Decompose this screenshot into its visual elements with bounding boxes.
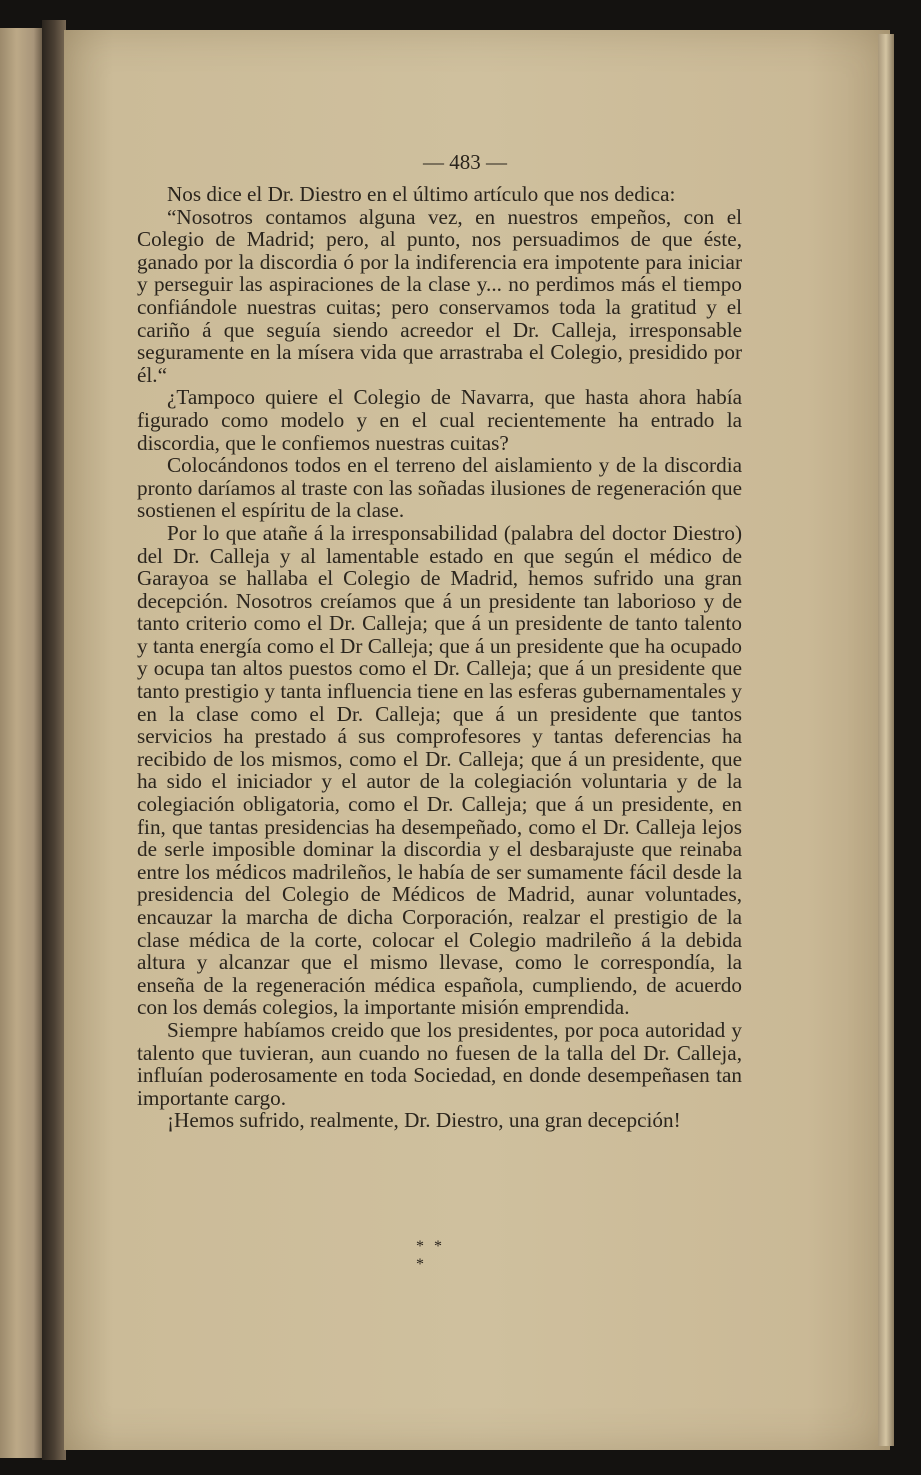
paragraph: Colocándonos todos en el terreno del aislamiento y de la discordia pronto daríamos al traste con las soñadas ilusiones de regeneración que sostienen el espíritu de la clase. bbox=[137, 453, 742, 523]
section-break-asterism bbox=[410, 1234, 460, 1274]
paragraph: ¿Tampoco quiere el Colegio de Navarra, que hasta ahora había figurado como modelo y en el cual recientemente ha entrado la discordia, que le confiemos nuestras cuitas? bbox=[137, 385, 742, 455]
page-text bbox=[137, 183, 742, 1132]
page-number: — 483 — bbox=[423, 150, 507, 174]
section-mark: * * * bbox=[416, 1238, 445, 1273]
paragraph: “Nosotros contamos alguna vez, en nuestros empeños, con el Colegio de Madrid; pero, al punto, nos persuadimos de que éste, ganado por la discordia ó por la indiferencia era impotente para iniciar y perseguir las aspiraciones de la clase y... no perdimos más el tiempo confiándole nuestras cuitas; pero conservamos toda la gratitud y el cariño á que seguía siendo acreedor el Dr. Calleja, irresponsable seguramente en la mísera vida que arrastraba el Colegio, presidido por él.“ bbox=[137, 204, 742, 387]
paragraph: Nos dice el Dr. Diestro en el último artículo que nos dedica: bbox=[167, 182, 676, 206]
paragraph: ¡Hemos sufrido, realmente, Dr. Diestro, una gran decepción! bbox=[167, 1108, 681, 1133]
book-gutter bbox=[42, 20, 66, 1460]
page-edge-right bbox=[878, 34, 894, 1446]
paragraph: Por lo que atañe á la irresponsabilidad (palabra del doctor Diestro) del Dr. Calleja y al lamentable estado en que según el médico de Garayoa se hallaba el Colegio de Madrid, hemos sufrido una gran decepción. Nosotros creíamos que á un presidente tan laborioso y de tanto criterio como el Dr. Calleja; que á un presidente de tanto talento y tanta energía como el Dr Calleja; que á un presidente que ha ocupado y ocupa tan altos puestos como el Dr. Calleja; que á un presidente que tanto prestigio y tanta influencia tiene en las esferas gubernamentales y en la clase como el Dr. Calleja; que á un presidente que tantos servicios ha prestado á sus comprofesores y tantas deferencias ha recibido de los mismos, como el Dr. Calleja; que á un presidente, que ha sido el iniciador y el autor de la colegiación voluntaria y de la colegiación obligatoria, como el Dr. Calleja; que á un presidente, en fin, que tantas presidencias ha desempeñado, como el Dr. Calleja lejos de serle imposible dominar la discordia y el desbarajuste que reinaba entre los médicos madrileños, le había de ser sumamente fácil desde la presidencia del Colegio de Médicos de Madrid, aunar voluntades, encauzar la marcha de dicha Corporación, realzar el prestigio de la clase médica de la corte, colocar el Colegio madrileño á la debida altura y alcanzar que el mismo llevase, como le correspondía, la enseña de la regeneración médica española, cumpliendo, de acuerdo con los demás colegios, la importante misión emprendida. bbox=[137, 520, 742, 1020]
paragraph: Siempre habíamos creido que los presidentes, por poca autoridad y talento que tuvieran, aun cuando no fuesen de la talla del Dr. Calleja, influían poderosamente en toda Sociedad, en donde desempeñasen tan importante cargo. bbox=[137, 1017, 742, 1110]
left-page-edge bbox=[0, 28, 42, 1458]
